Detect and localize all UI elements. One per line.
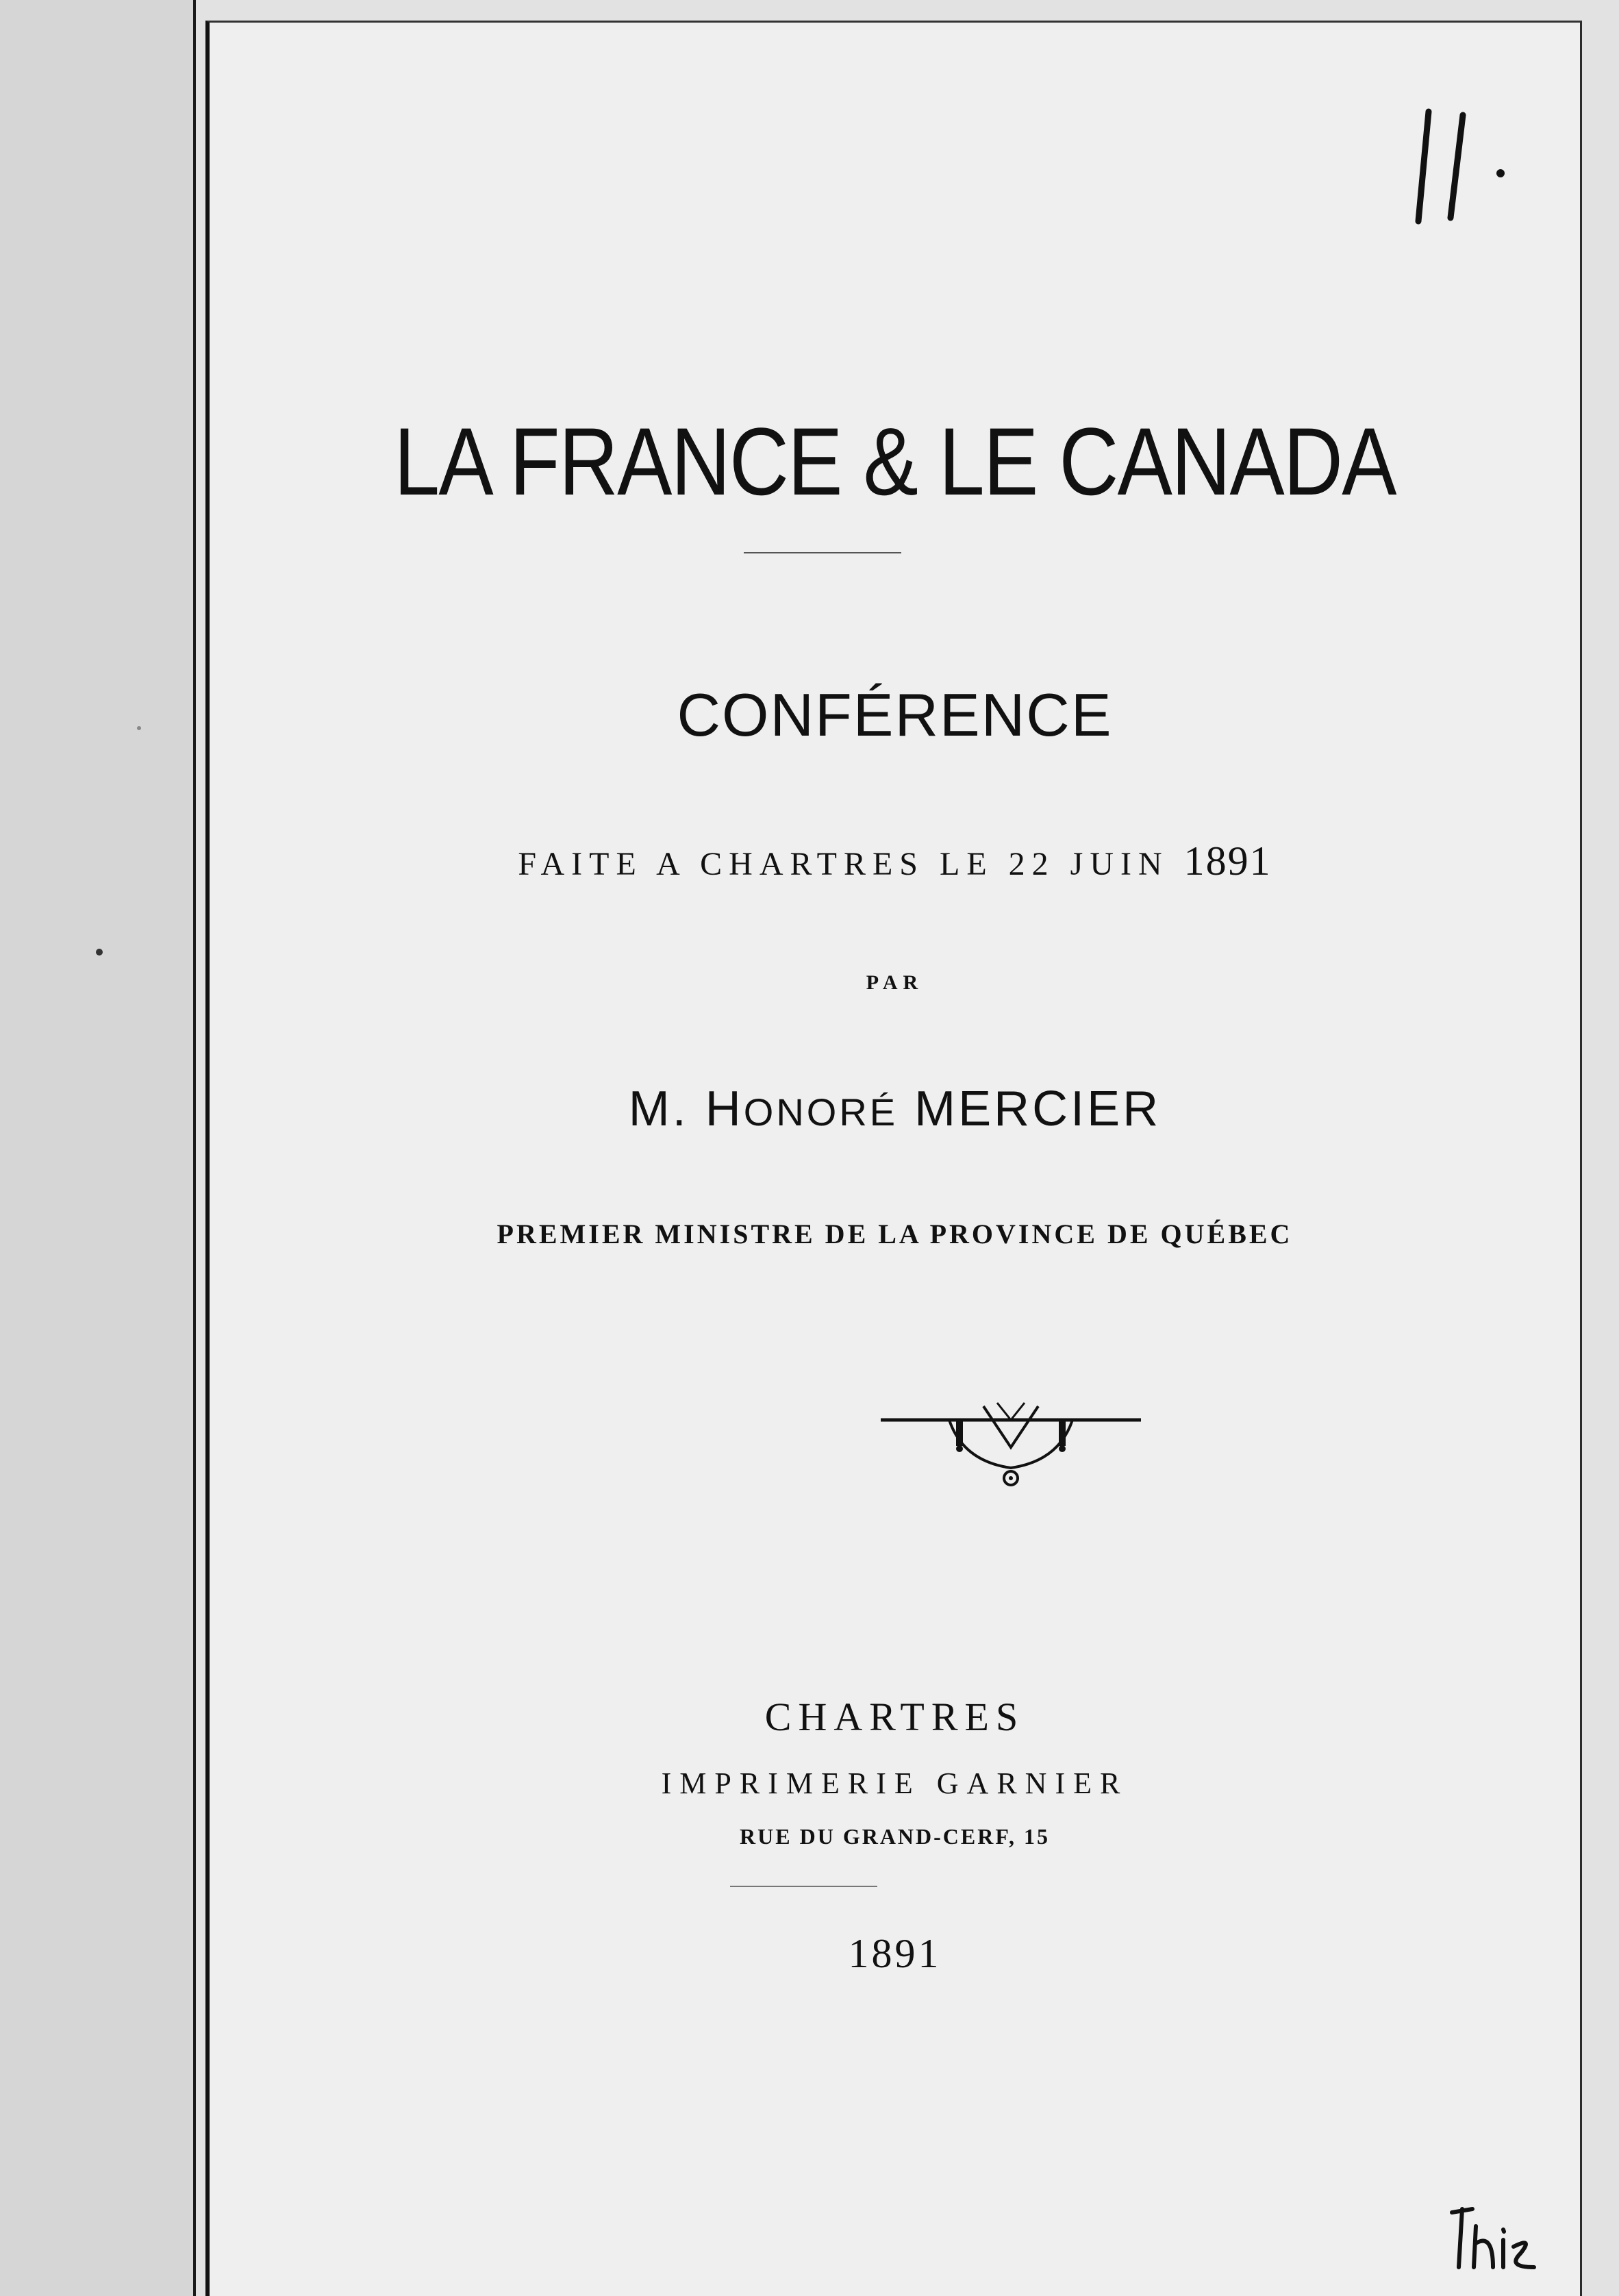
par-label: PAR bbox=[866, 971, 924, 994]
title-divider bbox=[744, 552, 901, 553]
book-title: LA FRANCE & LE CANADA bbox=[394, 408, 1396, 515]
imprint-divider bbox=[730, 1886, 877, 1887]
subtitle: CONFÉRENCE bbox=[677, 681, 1113, 749]
author-last-name: MERCIER bbox=[914, 1082, 1162, 1136]
ink-speck bbox=[96, 949, 103, 956]
decorative-ornament bbox=[881, 1399, 1141, 1495]
handwritten-corner-note bbox=[1445, 2199, 1548, 2274]
author-first-rest: ONORÉ bbox=[743, 1090, 899, 1134]
title-page bbox=[205, 21, 1582, 2296]
imprint-year: 1891 bbox=[848, 1931, 942, 1976]
author-name bbox=[210, 1081, 1580, 1137]
page-gutter bbox=[193, 0, 196, 2296]
author-first-initial: H bbox=[705, 1082, 744, 1136]
imprint-city: CHARTRES bbox=[764, 1695, 1025, 1739]
ink-speck bbox=[137, 726, 141, 730]
imprint-address: RUE DU GRAND-CERF, 15 bbox=[740, 1824, 1050, 1849]
handwritten-shelf-mark bbox=[1388, 105, 1524, 228]
occasion-year: 1891 bbox=[1183, 838, 1272, 884]
facing-page-edge bbox=[0, 0, 193, 2296]
occasion-text: FAITE A CHARTRES LE 22 JUIN bbox=[518, 846, 1169, 882]
occasion-line bbox=[210, 838, 1580, 885]
author-role: PREMIER MINISTRE DE LA PROVINCE DE QUÉBEC bbox=[497, 1219, 1293, 1249]
imprint-printer: IMPRIMERIE GARNIER bbox=[661, 1767, 1129, 1800]
author-prefix: M. bbox=[628, 1082, 689, 1136]
